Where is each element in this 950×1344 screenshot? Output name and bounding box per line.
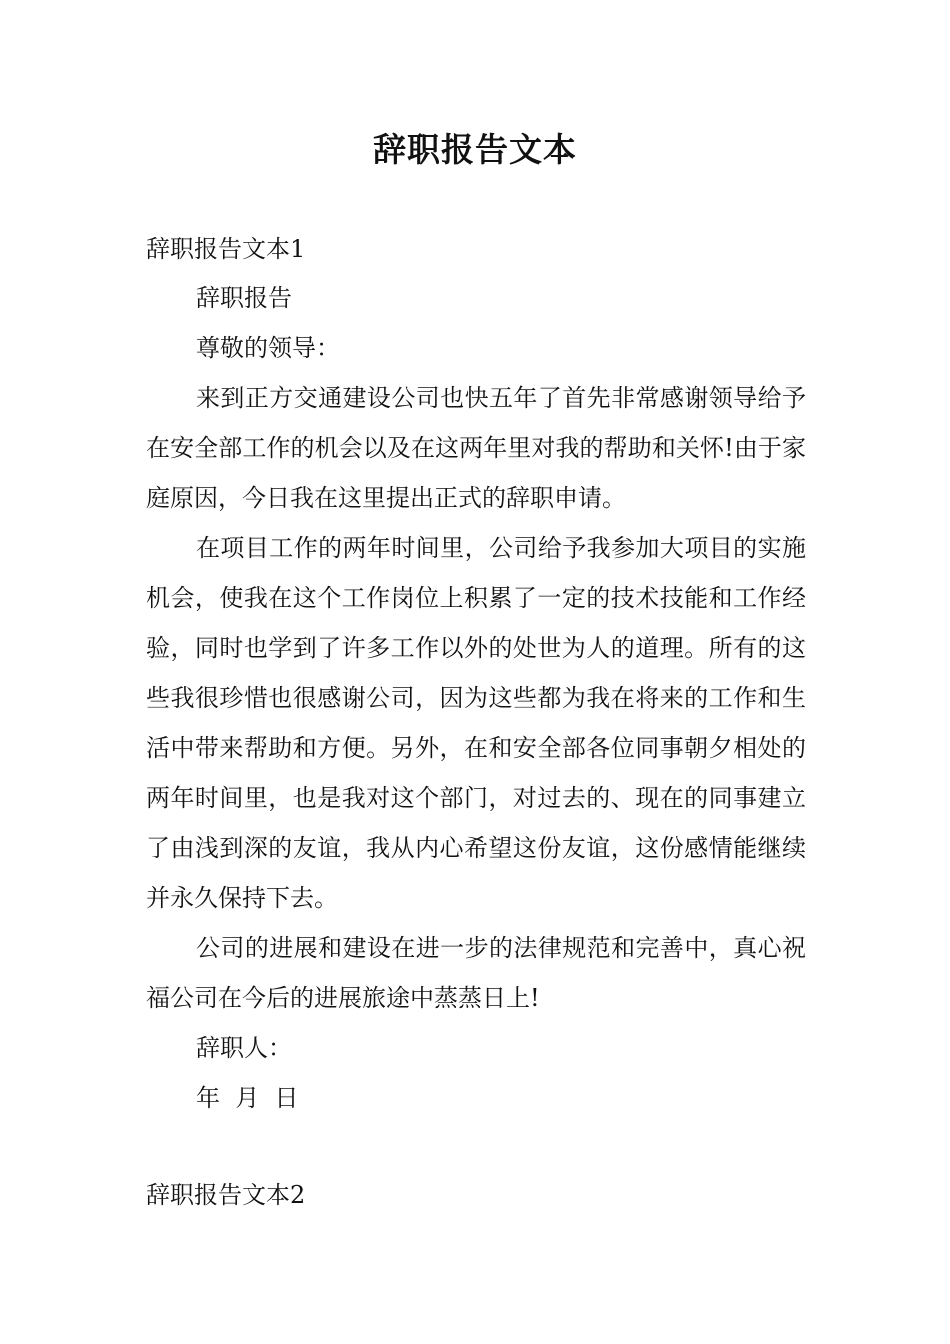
date-line: 年 月 日 bbox=[196, 1084, 299, 1112]
letter-paragraph-3: 公司的进展和建设在进一步的法律规范和完善中，真心祝福公司在今后的进展旅途中蒸蒸日上! bbox=[146, 934, 806, 1012]
section-body-1 bbox=[146, 273, 806, 1123]
signature-label: 辞职人： bbox=[196, 1034, 292, 1062]
letter-title: 辞职报告 bbox=[196, 284, 292, 312]
letter-salutation: 尊敬的领导： bbox=[196, 334, 340, 362]
letter-paragraph-2: 在项目工作的两年时间里，公司给予我参加大项目的实施机会，使我在这个工作岗位上积累了一定的技术技能和工作经验，同时也学到了许多工作以外的处世为人的道理。所有的这些我很珍惜也很感谢公司，因为这些都为我在将来的工作和生活中带来帮助和方便。另外，在和安全部各位同事朝夕相处的两年时间里，也是我对这个部门，对过去的、现在的同事建立了由浅到深的友谊，我从内心希望这份友谊，这份感情能继续并永久保持下去。 bbox=[146, 534, 806, 912]
document-title: 辞职报告文本 bbox=[373, 130, 577, 169]
section-heading-1: 辞职报告文本1 bbox=[146, 235, 306, 263]
section-heading-2: 辞职报告文本2 bbox=[146, 1181, 306, 1209]
letter-paragraph-1: 来到正方交通建设公司也快五年了首先非常感谢领导给予在安全部工作的机会以及在这两年里对我的帮助和关怀!由于家庭原因，今日我在这里提出正式的辞职申请。 bbox=[146, 384, 806, 512]
